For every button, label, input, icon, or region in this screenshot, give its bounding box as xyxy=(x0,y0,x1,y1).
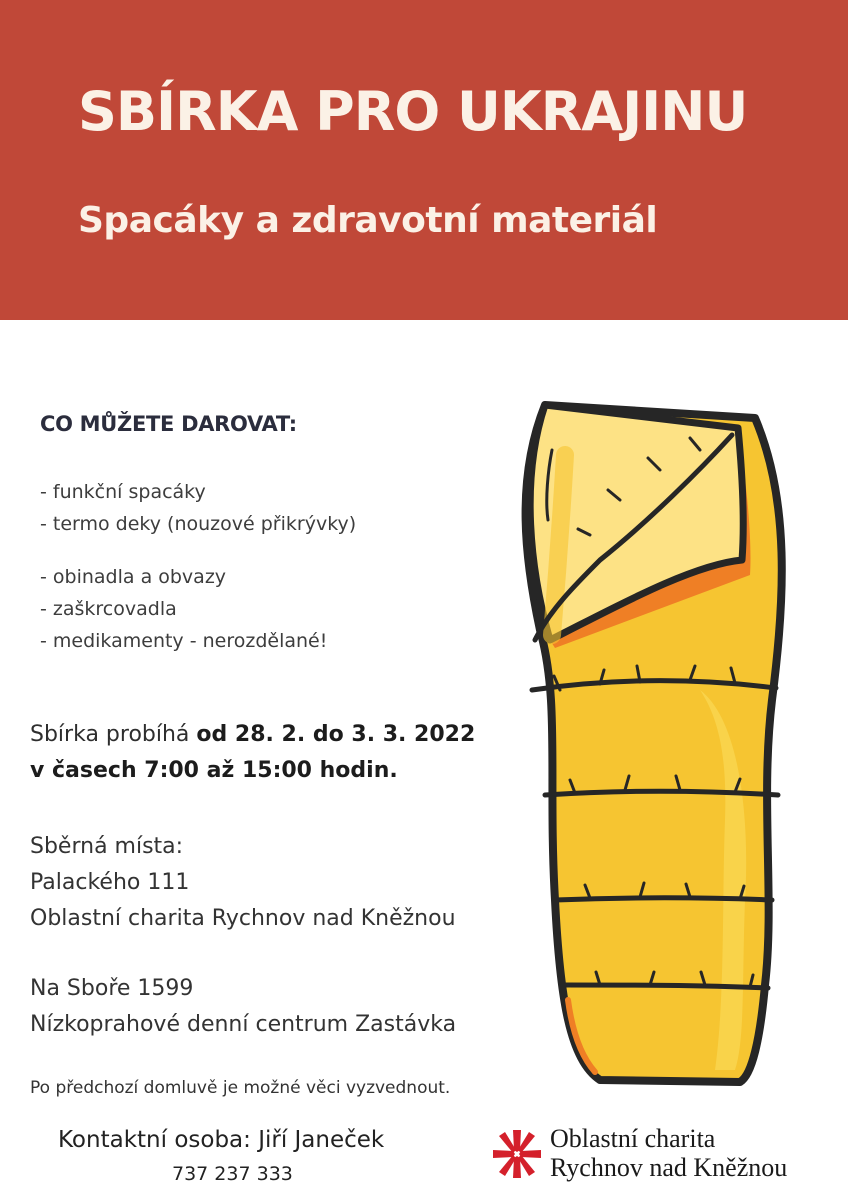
list-item: - obinadla a obvazy xyxy=(40,566,227,588)
places-label: Sběrná místa: xyxy=(30,834,184,859)
charity-logo-text xyxy=(550,1124,787,1182)
place2-address: Na Sboře 1599 xyxy=(30,976,194,1001)
page-title: SBÍRKA PRO UKRAJINU xyxy=(78,80,748,143)
donate-heading: CO MŮŽETE DAROVAT: xyxy=(40,412,297,436)
contact-phone: 737 237 333 xyxy=(172,1163,293,1185)
collection-dates: od 28. 2. do 3. 3. 2022 xyxy=(196,722,476,747)
logo-line2: Rychnov nad Kněžnou xyxy=(550,1153,788,1182)
place2-name: Nízkoprahové denní centrum Zastávka xyxy=(30,1012,457,1037)
collection-prefix: Sbírka probíhá xyxy=(30,722,197,747)
collection-times: v časech 7:00 až 15:00 hodin. xyxy=(30,758,398,783)
donate-list-medical xyxy=(40,561,327,657)
pickup-note: Po předchozí domluvě je možné věci vyzvednout. xyxy=(30,1078,451,1098)
header-banner xyxy=(0,0,848,320)
contact-person: Kontaktní osoba: Jiří Janeček xyxy=(58,1127,385,1153)
collection-places xyxy=(30,829,456,1043)
list-item: - funkční spacáky xyxy=(40,481,206,503)
sleeping-bag-illustration xyxy=(510,395,800,1095)
place1-address: Palackého 111 xyxy=(30,870,190,895)
logo-line1: Oblastní charita xyxy=(550,1124,716,1153)
list-item: - zaškrcovadla xyxy=(40,598,177,620)
list-item: - termo deky (nouzové přikrývky) xyxy=(40,513,357,535)
charity-cross-icon xyxy=(491,1128,543,1180)
place1-name: Oblastní charita Rychnov nad Kněžnou xyxy=(30,906,456,931)
page-subtitle: Spacáky a zdravotní materiál xyxy=(78,200,658,241)
list-item: - medikamenty - nerozdělané! xyxy=(40,630,328,652)
collection-period xyxy=(30,717,475,789)
donate-list-sleeping xyxy=(40,476,356,540)
